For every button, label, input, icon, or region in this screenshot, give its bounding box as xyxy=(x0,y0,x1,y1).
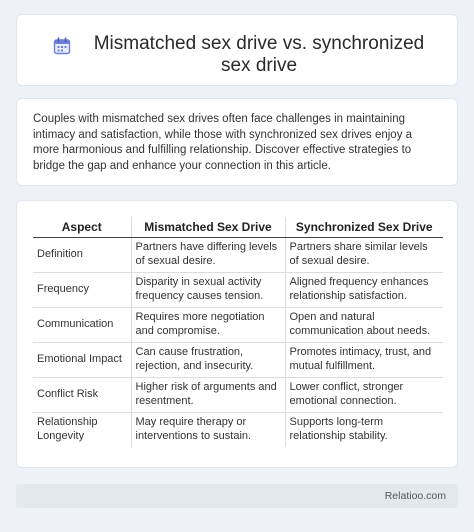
cell-synchronized: Supports long-term relationship stability. xyxy=(285,412,443,447)
cell-synchronized: Partners share similar levels of sexual desire. xyxy=(285,237,443,272)
cell-mismatched: Disparity in sexual activity frequency causes tension. xyxy=(131,272,285,307)
calendar-icon xyxy=(53,37,71,55)
intro-card xyxy=(16,98,458,186)
cell-mismatched: Partners have differing levels of sexual desire. xyxy=(131,237,285,272)
cell-aspect: Communication xyxy=(33,307,131,342)
comparison-table xyxy=(33,217,443,447)
table-row xyxy=(33,342,443,377)
table-row xyxy=(33,412,443,447)
cell-aspect: Relationship Longevity xyxy=(37,416,98,442)
header-synchronized: Synchronized Sex Drive xyxy=(285,217,443,237)
cell-aspect: Conflict Risk xyxy=(33,377,131,412)
cell-synchronized: Lower conflict, stronger emotional connection. xyxy=(285,377,443,412)
cell-mismatched: Higher risk of arguments and resentment. xyxy=(131,377,285,412)
cell-aspect: Emotional Impact xyxy=(33,342,131,377)
header-mismatched: Mismatched Sex Drive xyxy=(131,217,285,237)
table-row xyxy=(33,307,443,342)
cell-aspect: Definition xyxy=(33,237,131,272)
cell-mismatched: Requires more negotiation and compromise. xyxy=(131,307,285,342)
table-row xyxy=(33,272,443,307)
page-title: Mismatched sex drive vs. synchronized sex drive xyxy=(93,33,425,76)
brand-link[interactable]: Relatioo.com xyxy=(384,490,446,502)
table-header-row xyxy=(33,217,443,237)
cell-synchronized: Aligned frequency enhances relationship satisfaction. xyxy=(285,272,443,307)
cell-synchronized: Open and natural communication about needs. xyxy=(285,307,443,342)
header-aspect: Aspect xyxy=(33,217,131,237)
footer-bar xyxy=(16,484,458,508)
table-row xyxy=(33,377,443,412)
table-row xyxy=(33,237,443,272)
cell-mismatched: Can cause frustration, rejection, and insecurity. xyxy=(131,342,285,377)
title-row xyxy=(53,33,437,77)
cell-aspect: Frequency xyxy=(33,272,131,307)
cell-mismatched: May require therapy or interventions to sustain. xyxy=(131,412,285,447)
title-card xyxy=(16,14,458,86)
comparison-card xyxy=(16,200,458,468)
intro-paragraph: Couples with mismatched sex drives often face challenges in maintaining intimacy and satisfaction, while those with synchronized sex drives enjoy a more harmonious and fulfilling relationship. Discover effective strategies to bridge the gap and enhance your connection in this article. xyxy=(33,113,413,172)
cell-synchronized: Promotes intimacy, trust, and mutual fulfillment. xyxy=(285,342,443,377)
